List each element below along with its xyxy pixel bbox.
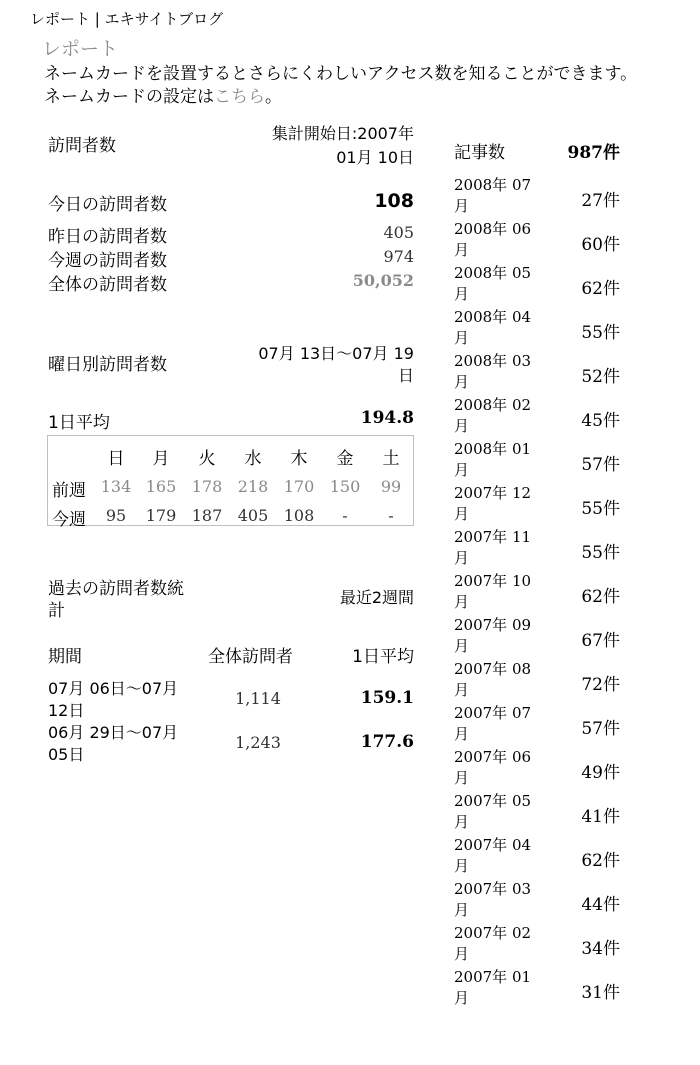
past-row-total: 1,243 [235, 733, 281, 752]
month-label: 2008年 04 月 [454, 308, 532, 347]
month-count: 57件 [581, 719, 620, 739]
month-count: 62件 [581, 587, 620, 607]
month-count: 52件 [581, 367, 620, 387]
last-week-wed: 218 [237, 477, 269, 496]
past-row-period: 07月 06日〜07月 [48, 679, 179, 698]
visitors-start-date: 01月 10日 [336, 148, 414, 167]
window-title: レポート | エキサイトブログ [30, 10, 224, 28]
weekday-range-cont: 日 [397, 366, 414, 385]
month-label: 2008年 05 月 [454, 264, 532, 303]
month-count: 45件 [581, 411, 620, 431]
month-label: 2007年 05 月 [454, 792, 532, 831]
month-count: 44件 [581, 895, 620, 915]
month-count: 49件 [581, 763, 620, 783]
last-week-tue: 178 [191, 477, 223, 496]
month-label: 2007年 08 月 [454, 660, 532, 699]
month-label: 2007年 10 月 [454, 572, 532, 611]
col-period-header: 期間 [48, 647, 82, 667]
month-label: 2007年 02 月 [454, 924, 532, 963]
this-week-mon: 179 [145, 506, 177, 525]
past-stats-period: 最近2週間 [339, 588, 414, 607]
month-label: 2007年 01 月 [454, 968, 532, 1007]
day-header-sat: 土 [382, 449, 400, 469]
day-header-tue: 火 [198, 449, 216, 469]
col-avg-header: 1日平均 [352, 647, 414, 667]
intro-text: ネームカードを設置するとさらにくわしいアクセス数を知ることができます。 [44, 64, 638, 84]
last-week-sat: 99 [380, 477, 402, 496]
month-label: 2008年 06 月 [454, 220, 532, 259]
month-count: 55件 [581, 543, 620, 563]
day-header-sun: 日 [107, 449, 125, 469]
past-stats-label-cont: 計 [48, 601, 65, 621]
settings-link[interactable]: こちら [214, 87, 265, 107]
this-week-wed: 405 [237, 506, 269, 525]
month-count: 62件 [581, 851, 620, 871]
yesterday-visitors-label: 昨日の訪問者数 [48, 227, 167, 247]
this-week-fri: - [342, 506, 348, 525]
past-row-avg: 159.1 [360, 688, 414, 708]
month-count: 41件 [581, 807, 620, 827]
articles-label: 記事数 [454, 143, 505, 163]
month-count: 62件 [581, 279, 620, 299]
daily-average-value: 194.8 [360, 408, 414, 428]
past-row-period-cont: 05日 [48, 745, 85, 764]
weekday-visitors-label: 曜日別訪問者数 [48, 355, 167, 375]
today-visitors-value: 108 [374, 190, 414, 212]
today-visitors-label: 今日の訪問者数 [48, 195, 167, 215]
month-label: 2007年 07 月 [454, 704, 532, 743]
month-count: 55件 [581, 323, 620, 343]
day-header-mon: 月 [152, 449, 170, 469]
last-week-mon: 165 [145, 477, 177, 496]
past-row-total: 1,114 [235, 689, 281, 708]
last-week-thu: 170 [283, 477, 315, 496]
month-count: 72件 [581, 675, 620, 695]
month-label: 2008年 03 月 [454, 352, 532, 391]
past-stats-label: 過去の訪問者数統 [48, 579, 184, 599]
month-count: 57件 [581, 455, 620, 475]
month-label: 2007年 12 月 [454, 484, 532, 523]
past-row-period-cont: 12日 [48, 701, 85, 720]
month-label: 2007年 04 月 [454, 836, 532, 875]
total-visitors-value: 50,052 [352, 271, 414, 290]
last-week-fri: 150 [329, 477, 361, 496]
this-week-label: 今週 [52, 510, 86, 530]
weekday-range: 07月 13日〜07月 19 [258, 344, 414, 363]
month-label: 2007年 09 月 [454, 616, 532, 655]
weekday-table [47, 435, 414, 530]
this-week-tue: 187 [191, 506, 223, 525]
yesterday-visitors-value: 405 [383, 223, 414, 242]
day-header-wed: 水 [244, 449, 262, 469]
month-label: 2008年 02 月 [454, 396, 532, 435]
month-count: 27件 [581, 191, 620, 211]
intro-settings-prefix: ネームカードの設定は [44, 87, 214, 107]
visitors-label: 訪問者数 [48, 136, 116, 156]
total-visitors-label: 全体の訪問者数 [48, 275, 167, 295]
month-label: 2007年 11 月 [454, 528, 532, 567]
col-total-header: 全体訪問者 [208, 647, 293, 667]
intro-settings-line [44, 86, 282, 108]
month-count: 60件 [581, 235, 620, 255]
page-heading: レポート [42, 38, 119, 60]
last-week-label: 前週 [52, 481, 86, 501]
week-visitors-label: 今週の訪問者数 [48, 251, 167, 271]
month-count: 55件 [581, 499, 620, 519]
intro-settings-suffix: 。 [265, 87, 282, 107]
month-count: 31件 [581, 983, 620, 1003]
articles-total: 987件 [567, 143, 620, 163]
this-week-sat: - [388, 506, 394, 525]
last-week-sun: 134 [100, 477, 132, 496]
daily-average-label: 1日平均 [48, 413, 110, 433]
month-label: 2007年 06 月 [454, 748, 532, 787]
day-header-thu: 木 [290, 449, 308, 469]
visitors-start-label: 集計開始日:2007年 [271, 124, 414, 143]
month-count: 67件 [581, 631, 620, 651]
month-count: 34件 [581, 939, 620, 959]
past-row-avg: 177.6 [360, 732, 414, 752]
month-label: 2008年 07 月 [454, 176, 532, 215]
month-label: 2007年 03 月 [454, 880, 532, 919]
past-row-period: 06月 29日〜07月 [48, 723, 179, 742]
day-header-fri: 金 [336, 449, 354, 469]
this-week-sun: 95 [105, 506, 127, 525]
week-visitors-value: 974 [383, 247, 414, 266]
this-week-thu: 108 [283, 506, 315, 525]
month-label: 2008年 01 月 [454, 440, 532, 479]
